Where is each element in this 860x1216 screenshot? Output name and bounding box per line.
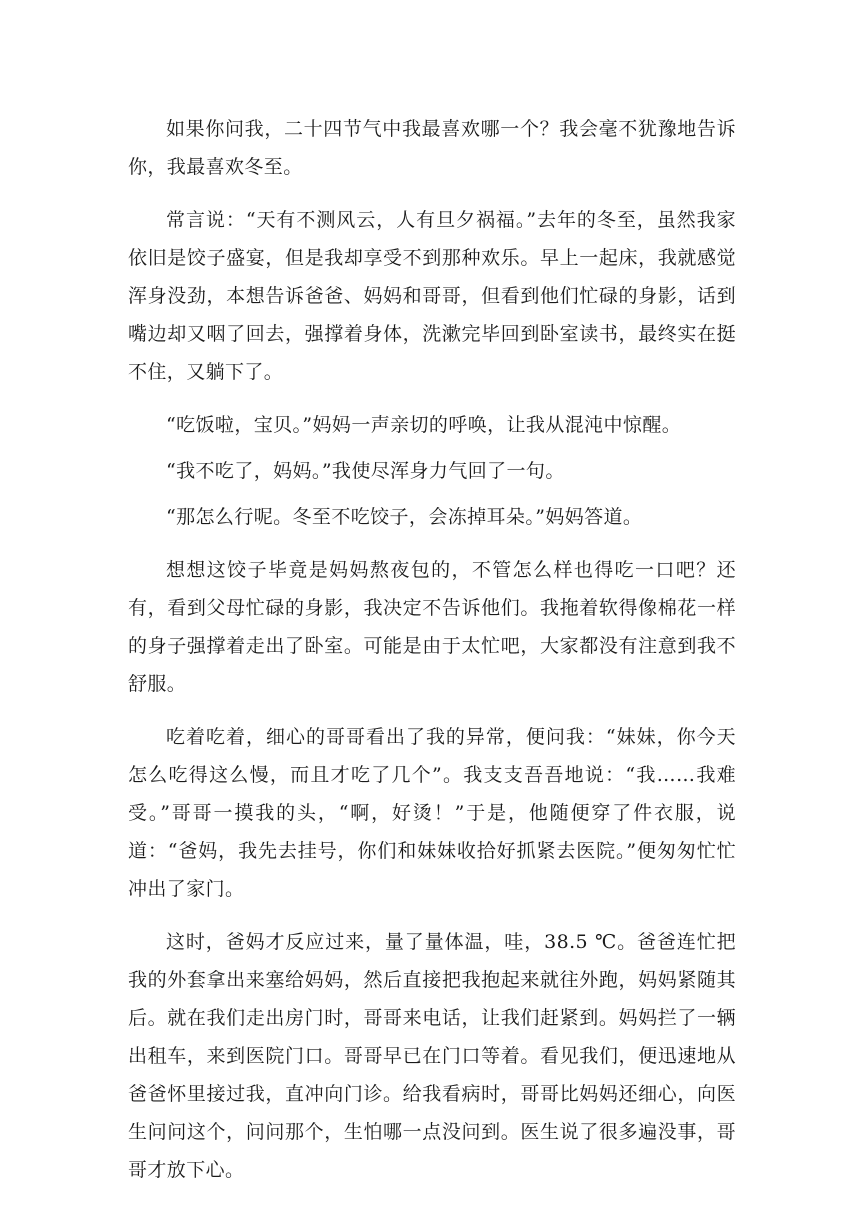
paragraph-dialogue-3: “那怎么行呢。冬至不吃饺子，会冻掉耳朵。”妈妈答道。 — [166, 506, 643, 528]
paragraph-intro: 如果你问我，二十四节气中我最喜欢哪一个？我会毫不犹豫地告诉你，我最喜欢冬至。 — [128, 118, 736, 178]
paragraph-dialogue-2: “我不吃了，妈妈。”我使尽浑身力气回了一句。 — [166, 460, 565, 482]
paragraph-hospital: 这时，爸妈才反应过来，量了量体温，哇，38.5 ℃。爸爸连忙把我的外套拿出来塞给妈妈，然后直接把我抱起来就往外跑，妈妈紧随其后。就在我们走出房门时，哥哥来电话，让我们赶紧到。妈妈拦了一辆出租车，来到医院门口。哥哥早已在门口等着。看见我们，便迅速地从爸爸怀里接过我，直冲向门诊。给我看病时，哥哥比妈妈还细心，向医生问问这个，问问那个，生怕哪一点没问到。医生说了很多遍没事，哥哥才放下心。 — [128, 931, 736, 1181]
paragraph-saying: 常言说：“天有不测风云，人有旦夕祸福。”去年的冬至，虽然我家依旧是饺子盛宴，但是我却享受不到那种欢乐。早上一起床，我就感觉浑身没劲，本想告诉爸爸、妈妈和哥哥，但看到他们忙碌的身影，话到嘴边却又咽了回去，强撑着身体，洗漱完毕回到卧室读书，最终实在挺不住，又躺下了。 — [128, 209, 736, 383]
paragraph-brother: 吃着吃着，细心的哥哥看出了我的异常，便问我：“妹妹，你今天怎么吃得这么慢，而且才吃了几个”。我支支吾吾地说：“我……我难受。”哥哥一摸我的头，“啊，好烫！”于是，他随便穿了件衣服，说道：“爸妈，我先去挂号，你们和妹妹收拾好抓紧去医院。”便匆匆忙忙冲出了家门。 — [128, 726, 736, 900]
essay-body — [128, 110, 736, 1204]
paragraph-dialogue-1: “吃饭啦，宝贝。”妈妈一声亲切的呼唤，让我从混沌中惊醒。 — [166, 414, 682, 436]
paragraph-decision: 想想这饺子毕竟是妈妈熬夜包的，不管怎么样也得吃一口吧？还有，看到父母忙碌的身影，我决定不告诉他们。我拖着软得像棉花一样的身子强撑着走出了卧室。可能是由于太忙吧，大家都没有注意到我不舒服。 — [128, 559, 736, 695]
